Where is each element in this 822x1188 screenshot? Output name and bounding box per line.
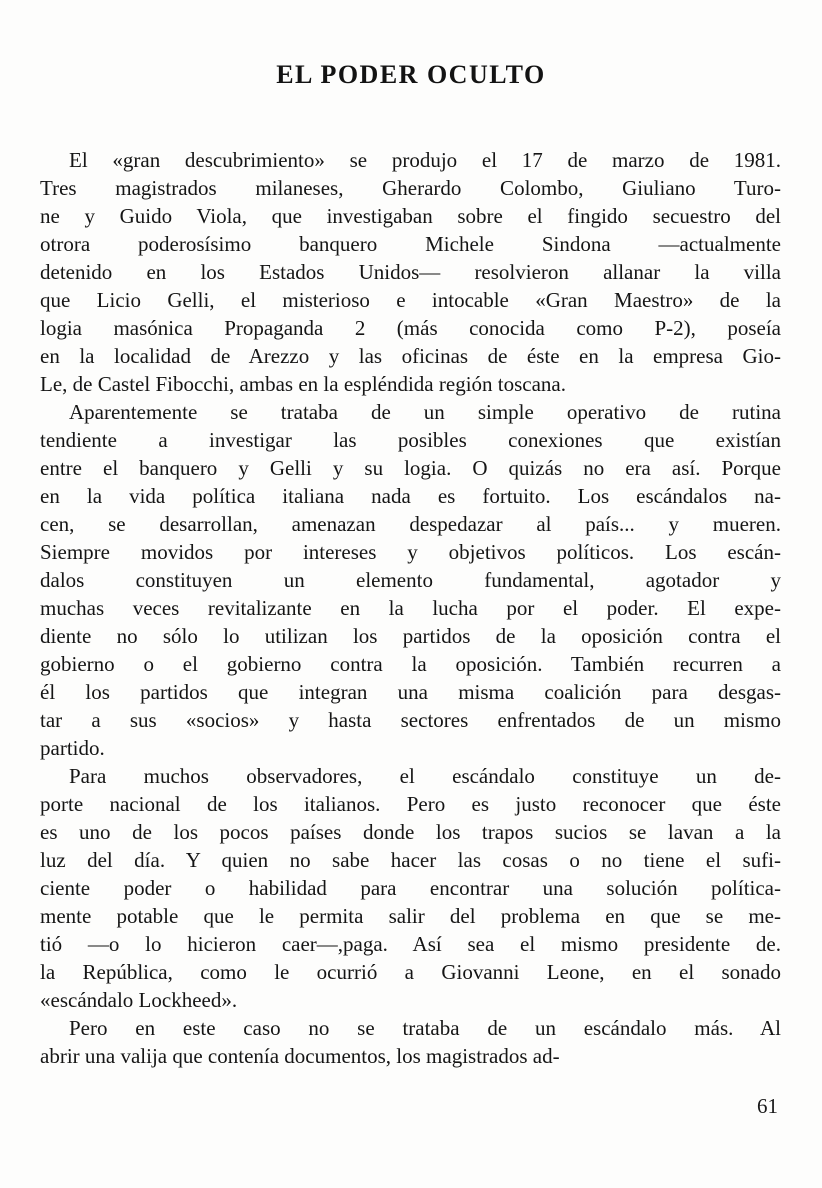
text-line: otrora poderosísimo banquero Michele Sindona —actualmente [40, 232, 781, 256]
chapter-title: EL PODER OCULTO [276, 60, 546, 89]
text-line: «escándalo Lockheed». [40, 988, 238, 1012]
text-line: ne y Guido Viola, que investigaban sobre el fingido secuestro del [40, 204, 781, 228]
text-line: tar a sus «socios» y hasta sectores enfrentados de un mismo [40, 708, 781, 732]
text-line: Aparentemente se trataba de un simple operativo de rutina [69, 400, 781, 424]
page-number: 61 [757, 1094, 778, 1118]
text-line: dalos constituyen un elemento fundamental, agotador y [40, 568, 781, 592]
paragraph [40, 1014, 781, 1070]
text-line: ciente poder o habilidad para encontrar una solución política- [40, 876, 781, 900]
text-line: la República, como le ocurrió a Giovanni Leone, en el sonado [40, 960, 781, 984]
text-line: diente no sólo lo utilizan los partidos de la oposición contra el [40, 624, 781, 648]
paragraph [40, 398, 781, 762]
text-line: Tres magistrados milaneses, Gherardo Colombo, Giuliano Turo- [40, 176, 781, 200]
text-line: tendiente a investigar las posibles conexiones que existían [40, 428, 781, 452]
text-line: es uno de los pocos países donde los trapos sucios se lavan a la [40, 820, 781, 844]
text-line: porte nacional de los italianos. Pero es justo reconocer que éste [40, 792, 781, 816]
text-line: en la localidad de Arezzo y las oficinas de éste en la empresa Gio- [40, 344, 781, 368]
text-line: gobierno o el gobierno contra la oposición. También recurren a [40, 652, 781, 676]
text-line: partido. [40, 736, 105, 760]
paragraph [40, 762, 781, 1014]
text-line: entre el banquero y Gelli y su logia. O quizás no era así. Porque [40, 456, 781, 480]
text-line: que Licio Gelli, el misterioso e intocable «Gran Maestro» de la [40, 288, 781, 312]
text-line: Le, de Castel Fibocchi, ambas en la espléndida región toscana. [40, 372, 566, 396]
text-line: tió —o lo hicieron caer—,paga. Así sea el mismo presidente de. [40, 932, 781, 956]
text-line: El «gran descubrimiento» se produjo el 17 de marzo de 1981. [69, 148, 781, 172]
text-line: abrir una valija que contenía documentos, los magistrados ad- [40, 1044, 560, 1068]
text-line: muchas veces revitalizante en la lucha por el poder. El expe- [40, 596, 781, 620]
text-line: en la vida política italiana nada es fortuito. Los escándalos na- [40, 484, 781, 508]
page-text-block [40, 146, 781, 1070]
text-line: él los partidos que integran una misma coalición para desgas- [40, 680, 781, 704]
text-line: detenido en los Estados Unidos— resolvieron allanar la villa [40, 260, 781, 284]
text-line: cen, se desarrollan, amenazan despedazar al país... y mueren. [40, 512, 781, 536]
text-line: Pero en este caso no se trataba de un escándalo más. Al [69, 1016, 781, 1040]
text-line: logia masónica Propaganda 2 (más conocida como P-2), poseía [40, 316, 781, 340]
text-line: mente potable que le permita salir del problema en que se me- [40, 904, 781, 928]
text-line: luz del día. Y quien no sabe hacer las cosas o no tiene el sufi- [40, 848, 781, 872]
paragraph [40, 146, 781, 398]
text-line: Siempre movidos por intereses y objetivos políticos. Los escán- [40, 540, 781, 564]
text-line: Para muchos observadores, el escándalo constituye un de- [69, 764, 781, 788]
